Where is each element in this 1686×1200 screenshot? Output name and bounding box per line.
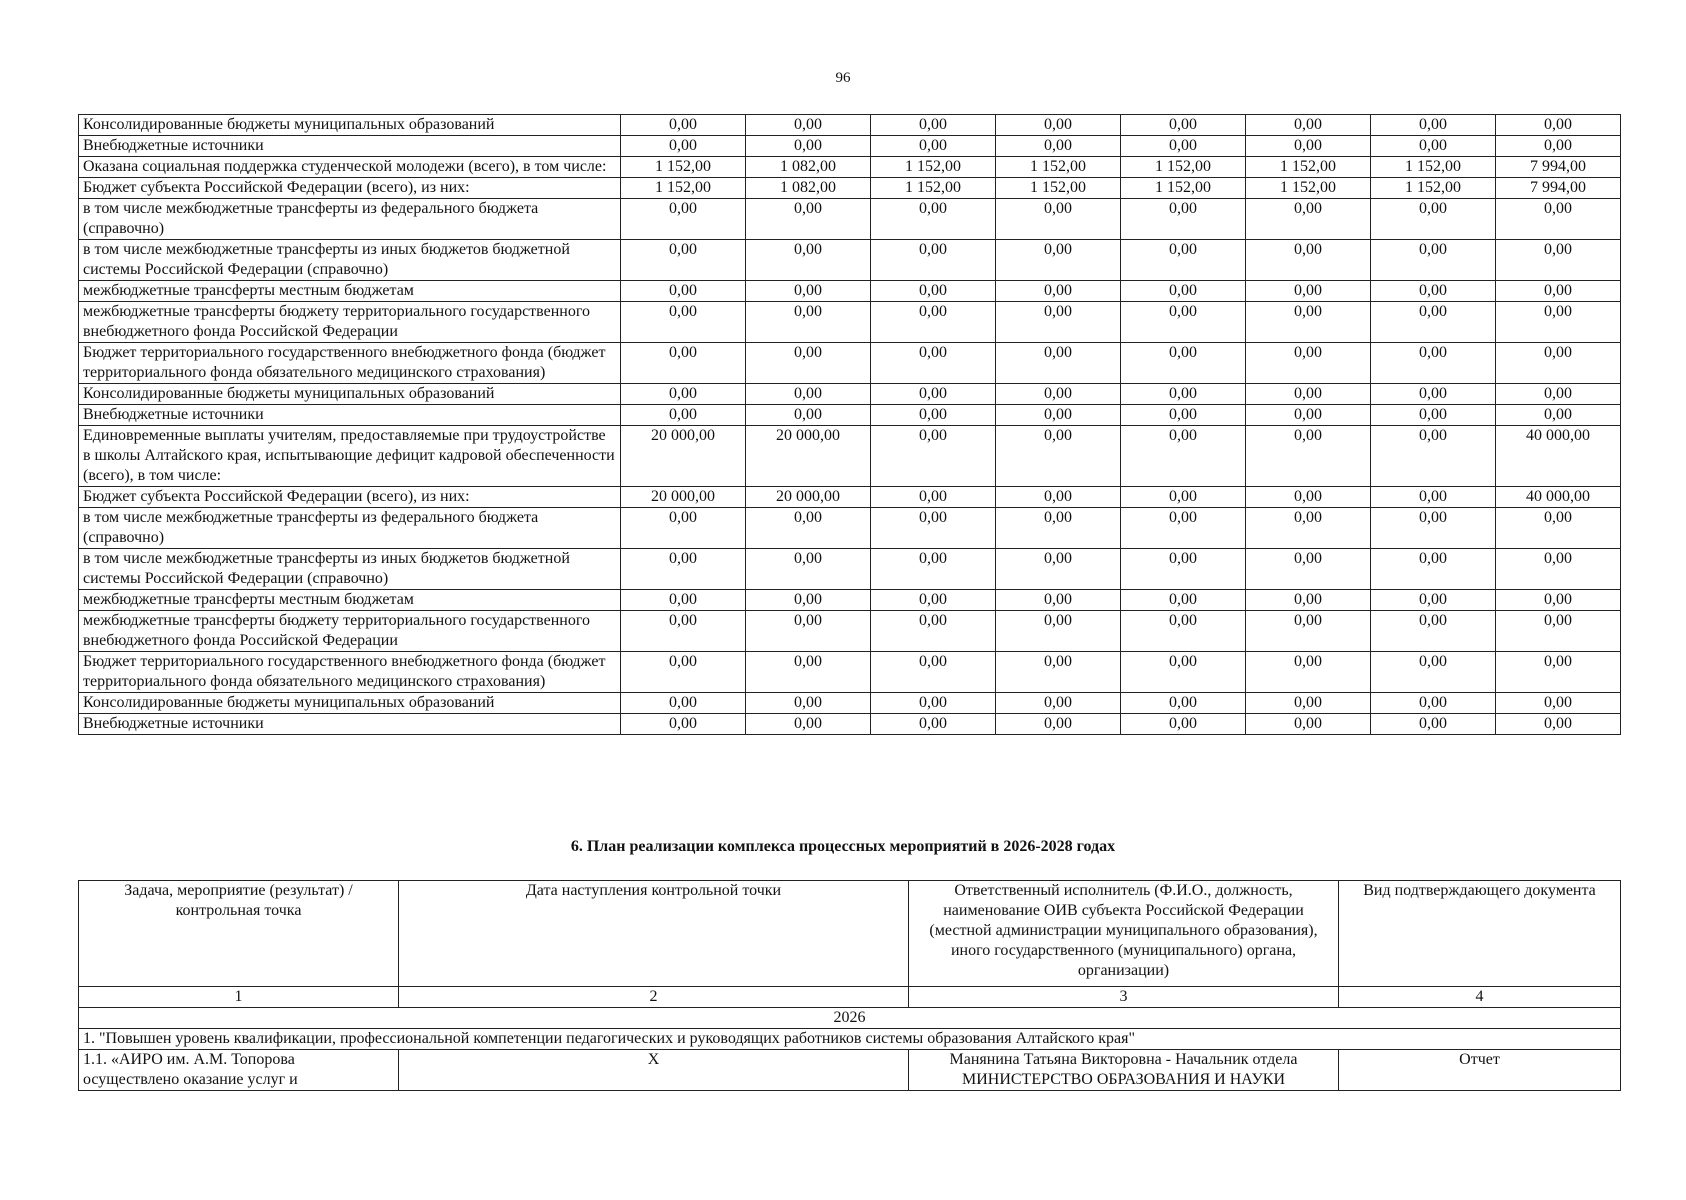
budget-row-value: 0,00 — [996, 590, 1121, 611]
budget-row-label: в том числе межбюджетные трансферты из иных бюджетов бюджетной системы Российской Федерации (справочно) — [79, 240, 621, 281]
budget-row-value: 0,00 — [1496, 590, 1621, 611]
budget-row-value: 0,00 — [1121, 281, 1246, 302]
budget-row-label: Оказана социальная поддержка студенческой молодежи (всего), в том числе: — [79, 157, 621, 178]
budget-row-value: 0,00 — [1496, 240, 1621, 281]
budget-row — [79, 549, 1621, 590]
plan-header-document: Вид подтверждающего документа — [1339, 881, 1621, 987]
budget-row-value: 0,00 — [996, 136, 1121, 157]
budget-row-value: 0,00 — [1371, 652, 1496, 693]
budget-row-value: 0,00 — [871, 426, 996, 487]
budget-row-label: Консолидированные бюджеты муниципальных образований — [79, 115, 621, 136]
budget-row-value: 0,00 — [621, 240, 746, 281]
budget-row-label: в том числе межбюджетные трансферты из федерального бюджета (справочно) — [79, 199, 621, 240]
budget-row — [79, 199, 1621, 240]
budget-row — [79, 693, 1621, 714]
budget-row-value: 0,00 — [1246, 611, 1371, 652]
budget-row — [79, 343, 1621, 384]
budget-row-value: 20 000,00 — [621, 426, 746, 487]
plan-table — [78, 880, 1621, 1091]
budget-row-value: 0,00 — [1371, 611, 1496, 652]
budget-row-value: 20 000,00 — [621, 487, 746, 508]
budget-row-value: 0,00 — [1496, 508, 1621, 549]
plan-row-responsible: Манянина Татьяна Викторовна - Начальник отдела МИНИСТЕРСТВО ОБРАЗОВАНИЯ И НАУКИ — [909, 1050, 1339, 1091]
budget-row-value: 0,00 — [621, 652, 746, 693]
budget-row-value: 0,00 — [996, 384, 1121, 405]
budget-row-label: Консолидированные бюджеты муниципальных образований — [79, 384, 621, 405]
budget-row — [79, 384, 1621, 405]
budget-row-value: 0,00 — [1371, 693, 1496, 714]
budget-row-value: 0,00 — [1246, 487, 1371, 508]
budget-row-value: 0,00 — [621, 590, 746, 611]
budget-row-value: 0,00 — [1371, 714, 1496, 735]
budget-row-value: 0,00 — [1246, 405, 1371, 426]
budget-row — [79, 405, 1621, 426]
budget-row-value: 0,00 — [871, 549, 996, 590]
budget-row-value: 1 152,00 — [871, 157, 996, 178]
budget-row-value: 0,00 — [1496, 714, 1621, 735]
budget-row-value: 0,00 — [1371, 426, 1496, 487]
plan-task-row — [79, 1029, 1621, 1050]
budget-row-value: 1 152,00 — [1246, 157, 1371, 178]
budget-row-value: 0,00 — [746, 115, 871, 136]
budget-row-label: Внебюджетные источники — [79, 714, 621, 735]
budget-row-value: 0,00 — [871, 343, 996, 384]
budget-row-value: 0,00 — [1121, 426, 1246, 487]
budget-row-value: 0,00 — [746, 590, 871, 611]
budget-row-value: 0,00 — [996, 549, 1121, 590]
budget-table — [78, 114, 1621, 735]
budget-row-value: 0,00 — [621, 611, 746, 652]
budget-row-value: 0,00 — [1121, 611, 1246, 652]
budget-row-value: 0,00 — [1496, 343, 1621, 384]
budget-row-value: 1 152,00 — [1371, 157, 1496, 178]
budget-row-value: 0,00 — [1371, 508, 1496, 549]
budget-row-label: в том числе межбюджетные трансферты из иных бюджетов бюджетной системы Российской Федерации (справочно) — [79, 549, 621, 590]
budget-row-value: 20 000,00 — [746, 487, 871, 508]
budget-row-value: 0,00 — [1496, 136, 1621, 157]
budget-row-value: 0,00 — [1121, 343, 1246, 384]
budget-row-value: 0,00 — [996, 508, 1121, 549]
budget-row-value: 0,00 — [746, 136, 871, 157]
budget-row-value: 0,00 — [1246, 136, 1371, 157]
budget-row-value: 0,00 — [1121, 136, 1246, 157]
budget-row-label: в том числе межбюджетные трансферты из федерального бюджета (справочно) — [79, 508, 621, 549]
budget-row-value: 0,00 — [1496, 405, 1621, 426]
budget-row-value: 0,00 — [1246, 240, 1371, 281]
plan-header-row — [79, 881, 1621, 987]
budget-row-value: 0,00 — [746, 405, 871, 426]
budget-row-value: 0,00 — [996, 652, 1121, 693]
budget-row-value: 0,00 — [1371, 405, 1496, 426]
budget-row-value: 0,00 — [1496, 693, 1621, 714]
budget-row — [79, 178, 1621, 199]
budget-row-value: 20 000,00 — [746, 426, 871, 487]
budget-row-value: 0,00 — [746, 508, 871, 549]
budget-row-value: 0,00 — [1246, 693, 1371, 714]
budget-row-value: 0,00 — [1246, 590, 1371, 611]
budget-row-value: 0,00 — [621, 693, 746, 714]
budget-row-value: 0,00 — [1121, 714, 1246, 735]
plan-header-responsible: Ответственный исполнитель (Ф.И.О., должность, наименование ОИВ субъекта Российской Федерации (местной администрации муниципального образования), иного государственного (муниципального) органа, организации) — [909, 881, 1339, 987]
budget-row-value: 0,00 — [871, 652, 996, 693]
budget-row-value: 0,00 — [1121, 302, 1246, 343]
budget-row-value: 1 152,00 — [1121, 157, 1246, 178]
budget-row-value: 0,00 — [871, 115, 996, 136]
budget-row — [79, 115, 1621, 136]
budget-row-value: 0,00 — [1121, 240, 1246, 281]
budget-row — [79, 487, 1621, 508]
budget-row — [79, 157, 1621, 178]
budget-row-label: межбюджетные трансферты бюджету территориального государственного внебюджетного фонда Российской Федерации — [79, 611, 621, 652]
budget-row-value: 0,00 — [996, 405, 1121, 426]
budget-row-value: 0,00 — [1496, 384, 1621, 405]
budget-row-value: 7 994,00 — [1496, 178, 1621, 199]
budget-row-value: 0,00 — [1121, 115, 1246, 136]
budget-row-value: 0,00 — [871, 384, 996, 405]
budget-row-value: 0,00 — [996, 302, 1121, 343]
budget-row-value: 0,00 — [621, 136, 746, 157]
budget-row-value: 0,00 — [996, 693, 1121, 714]
budget-row-value: 7 994,00 — [1496, 157, 1621, 178]
budget-row-value: 1 152,00 — [1246, 178, 1371, 199]
budget-row-value: 1 152,00 — [621, 178, 746, 199]
budget-row-label: Внебюджетные источники — [79, 405, 621, 426]
budget-row — [79, 611, 1621, 652]
budget-row-value: 0,00 — [1371, 199, 1496, 240]
budget-row-value: 0,00 — [1246, 281, 1371, 302]
budget-row-value: 40 000,00 — [1496, 487, 1621, 508]
budget-row-value: 0,00 — [621, 508, 746, 549]
budget-row-value: 0,00 — [1371, 115, 1496, 136]
plan-row-item: 1.1. «АИРО им. А.М. Топорова осуществлено оказание услуг и — [79, 1050, 399, 1091]
budget-row-value: 0,00 — [1121, 693, 1246, 714]
budget-row-value: 0,00 — [1246, 549, 1371, 590]
plan-row — [79, 1050, 1621, 1091]
budget-row-value: 0,00 — [1371, 302, 1496, 343]
budget-row-value: 0,00 — [1121, 199, 1246, 240]
budget-row-value: 0,00 — [871, 240, 996, 281]
budget-row-value: 0,00 — [746, 343, 871, 384]
budget-row-value: 0,00 — [871, 487, 996, 508]
budget-row-value: 0,00 — [871, 199, 996, 240]
budget-row-value: 0,00 — [1121, 405, 1246, 426]
budget-row-value: 0,00 — [621, 115, 746, 136]
budget-row-value: 0,00 — [1496, 302, 1621, 343]
budget-row-value: 0,00 — [1246, 652, 1371, 693]
plan-row-date: X — [399, 1050, 909, 1091]
budget-row — [79, 281, 1621, 302]
budget-row-value: 0,00 — [996, 611, 1121, 652]
budget-row-value: 0,00 — [746, 199, 871, 240]
budget-row-value: 0,00 — [1121, 384, 1246, 405]
budget-row-value: 0,00 — [1371, 240, 1496, 281]
budget-row-value: 0,00 — [871, 611, 996, 652]
budget-row-label: Бюджет субъекта Российской Федерации (всего), из них: — [79, 487, 621, 508]
budget-row-value: 0,00 — [871, 302, 996, 343]
budget-row-value: 0,00 — [621, 281, 746, 302]
budget-row-label: Бюджет территориального государственного внебюджетного фонда (бюджет территориального фонда обязательного медицинского страхования) — [79, 652, 621, 693]
budget-row-value: 0,00 — [1246, 508, 1371, 549]
plan-year-row — [79, 1008, 1621, 1029]
budget-row-value: 0,00 — [871, 714, 996, 735]
budget-row-label: межбюджетные трансферты местным бюджетам — [79, 590, 621, 611]
budget-row-value: 0,00 — [1246, 199, 1371, 240]
budget-row-value: 0,00 — [1121, 508, 1246, 549]
budget-row-value: 0,00 — [1496, 199, 1621, 240]
budget-row-value: 0,00 — [996, 281, 1121, 302]
budget-row-value: 0,00 — [1496, 611, 1621, 652]
section-title: 6. План реализации комплекса процессных мероприятий в 2026-2028 годах — [570, 838, 1116, 855]
budget-row-value: 0,00 — [996, 115, 1121, 136]
budget-row-value: 0,00 — [996, 240, 1121, 281]
budget-row-value: 0,00 — [1246, 714, 1371, 735]
budget-row — [79, 426, 1621, 487]
page-number: 96 — [835, 70, 851, 86]
budget-row-value: 0,00 — [871, 136, 996, 157]
budget-row-value: 0,00 — [1371, 136, 1496, 157]
budget-row-value: 40 000,00 — [1496, 426, 1621, 487]
budget-row-label: Внебюджетные источники — [79, 136, 621, 157]
plan-colnum-3: 3 — [909, 987, 1339, 1008]
budget-row-value: 0,00 — [1121, 652, 1246, 693]
budget-row-value: 0,00 — [1121, 487, 1246, 508]
budget-row-value: 0,00 — [996, 199, 1121, 240]
budget-row-label: Бюджет субъекта Российской Федерации (всего), из них: — [79, 178, 621, 199]
budget-row-value: 0,00 — [746, 714, 871, 735]
budget-row-value: 1 152,00 — [621, 157, 746, 178]
budget-row-label: Единовременные выплаты учителям, предоставляемые при трудоустройстве в школы Алтайского края, испытывающие дефицит кадровой обеспеченности (всего), в том числе: — [79, 426, 621, 487]
budget-row-value: 0,00 — [621, 199, 746, 240]
budget-row — [79, 652, 1621, 693]
budget-row-value: 0,00 — [871, 508, 996, 549]
budget-row-value: 0,00 — [871, 590, 996, 611]
budget-row-value: 0,00 — [996, 487, 1121, 508]
budget-row-value: 0,00 — [871, 281, 996, 302]
budget-row-value: 0,00 — [1496, 115, 1621, 136]
budget-row-value: 0,00 — [1496, 281, 1621, 302]
plan-colnum-1: 1 — [79, 987, 399, 1008]
budget-row-value: 0,00 — [1371, 343, 1496, 384]
budget-row-value: 0,00 — [621, 549, 746, 590]
budget-row-label: Консолидированные бюджеты муниципальных образований — [79, 693, 621, 714]
budget-row — [79, 508, 1621, 549]
budget-row-value: 0,00 — [996, 426, 1121, 487]
budget-row — [79, 590, 1621, 611]
budget-row-value: 0,00 — [1246, 384, 1371, 405]
budget-row-value: 0,00 — [746, 693, 871, 714]
budget-row-value: 0,00 — [996, 343, 1121, 384]
budget-row-value: 0,00 — [1371, 487, 1496, 508]
plan-year: 2026 — [79, 1008, 1621, 1029]
budget-row-value: 1 082,00 — [746, 178, 871, 199]
budget-row-value: 0,00 — [621, 714, 746, 735]
plan-row-document: Отчет — [1339, 1050, 1621, 1091]
plan-column-numbers-row — [79, 987, 1621, 1008]
plan-colnum-2: 2 — [399, 987, 909, 1008]
budget-row-value: 0,00 — [746, 611, 871, 652]
budget-row — [79, 302, 1621, 343]
budget-row-value: 0,00 — [1246, 302, 1371, 343]
budget-row-value: 0,00 — [1121, 549, 1246, 590]
budget-row-value: 0,00 — [746, 652, 871, 693]
budget-row-value: 0,00 — [1496, 549, 1621, 590]
budget-row-value: 0,00 — [1496, 652, 1621, 693]
budget-row-value: 0,00 — [746, 240, 871, 281]
budget-row — [79, 136, 1621, 157]
budget-row-value: 0,00 — [746, 384, 871, 405]
plan-task: 1. "Повышен уровень квалификации, профессиональной компетенции педагогических и руководящих работников системы образования Алтайского края" — [79, 1029, 1621, 1050]
budget-row-value: 0,00 — [621, 405, 746, 426]
budget-row-value: 0,00 — [1246, 115, 1371, 136]
budget-row-value: 0,00 — [1246, 426, 1371, 487]
budget-row — [79, 714, 1621, 735]
budget-row-value: 0,00 — [1371, 549, 1496, 590]
plan-colnum-4: 4 — [1339, 987, 1621, 1008]
budget-row-value: 0,00 — [871, 405, 996, 426]
budget-row-label: межбюджетные трансферты местным бюджетам — [79, 281, 621, 302]
budget-row-value: 1 152,00 — [996, 157, 1121, 178]
budget-row-value: 0,00 — [621, 302, 746, 343]
budget-row-value: 0,00 — [871, 693, 996, 714]
budget-row-value: 0,00 — [621, 343, 746, 384]
plan-header-task: Задача, мероприятие (результат) / контрольная точка — [79, 881, 399, 987]
budget-row-value: 0,00 — [1371, 590, 1496, 611]
budget-row-value: 1 152,00 — [1121, 178, 1246, 199]
budget-row-value: 1 152,00 — [996, 178, 1121, 199]
budget-row-value: 1 082,00 — [746, 157, 871, 178]
budget-row-value: 1 152,00 — [871, 178, 996, 199]
budget-row-label: межбюджетные трансферты бюджету территориального государственного внебюджетного фонда Российской Федерации — [79, 302, 621, 343]
budget-row — [79, 240, 1621, 281]
budget-row-value: 0,00 — [746, 281, 871, 302]
budget-row-value: 0,00 — [1371, 281, 1496, 302]
budget-row-value: 0,00 — [746, 302, 871, 343]
budget-row-value: 0,00 — [746, 549, 871, 590]
budget-row-value: 0,00 — [1246, 343, 1371, 384]
budget-row-label: Бюджет территориального государственного внебюджетного фонда (бюджет территориального фонда обязательного медицинского страхования) — [79, 343, 621, 384]
budget-row-value: 0,00 — [1121, 590, 1246, 611]
budget-row-value: 1 152,00 — [1371, 178, 1496, 199]
plan-header-date: Дата наступления контрольной точки — [399, 881, 909, 987]
budget-row-value: 0,00 — [996, 714, 1121, 735]
budget-row-value: 0,00 — [621, 384, 746, 405]
budget-row-value: 0,00 — [1371, 384, 1496, 405]
